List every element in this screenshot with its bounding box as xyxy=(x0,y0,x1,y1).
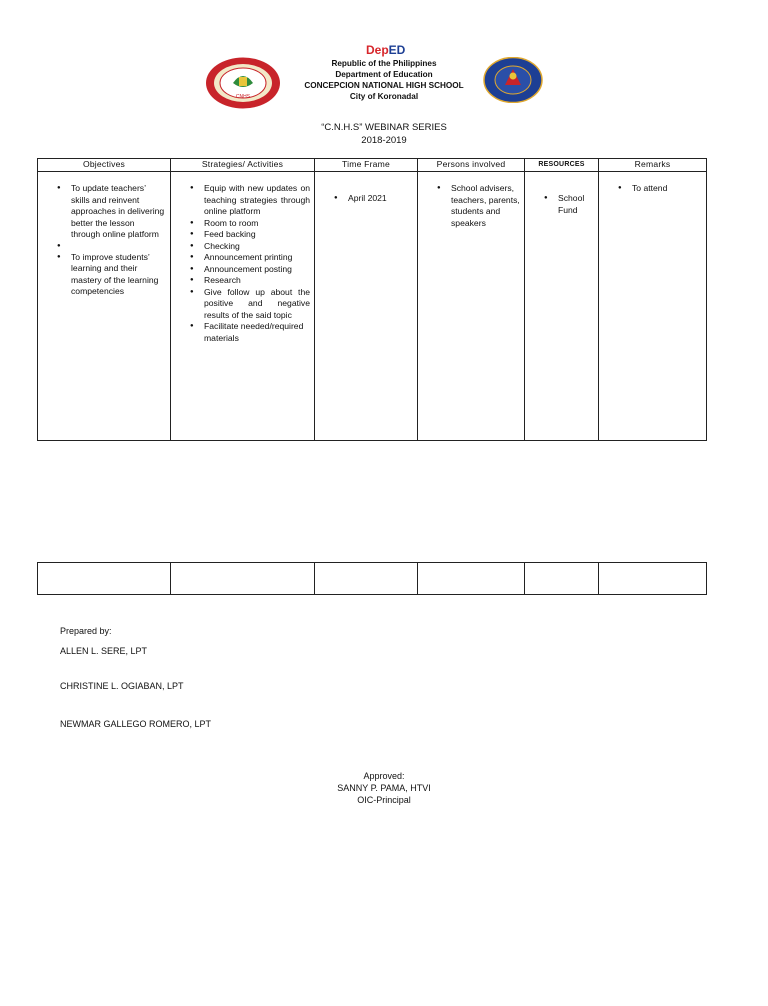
empty-cell xyxy=(418,563,525,595)
letterhead-line: Department of Education xyxy=(335,70,433,79)
approval-block xyxy=(250,770,518,806)
list-item: ● Facilitate needed/required materials xyxy=(171,321,314,344)
document-title xyxy=(250,121,518,147)
empty-cell xyxy=(525,563,599,595)
title-text: “C.N.H.S” WEBINAR SERIES xyxy=(321,122,447,133)
list-item: ● April 2021 xyxy=(315,193,417,205)
list-item: ● School advisers, teachers, parents, students and speakers xyxy=(418,183,524,229)
list-item: ● To improve students’ learning and their mastery of the learning competencies xyxy=(38,252,170,298)
list-item: ● Checking xyxy=(171,241,314,253)
letterhead-line: CONCEPCION NATIONAL HIGH SCHOOL xyxy=(304,81,464,90)
list-item: ● To update teachers’ skills and reinvent approaches in delivering better the lesson through online platform xyxy=(38,183,170,241)
svg-text:CNHS: CNHS xyxy=(235,94,251,100)
table-row xyxy=(38,172,707,441)
header-time-frame: Time Frame xyxy=(315,159,418,172)
list-item: ● Research xyxy=(171,275,314,287)
cell-remarks xyxy=(599,172,707,441)
preparer-name: CHRISTINE L. OGIABAN, LPT xyxy=(60,681,184,691)
preparer-name: ALLEN L. SERE, LPT xyxy=(60,646,148,656)
list-item: ● Announcement printing xyxy=(171,252,314,264)
cell-time-frame xyxy=(315,172,418,441)
prepared-label: Prepared by: xyxy=(60,626,112,636)
preparer-name: NEWMAR GALLEGO ROMERO, LPT xyxy=(60,719,212,729)
header-remarks: Remarks xyxy=(599,159,707,172)
cell-strategies xyxy=(171,172,315,441)
cell-resources xyxy=(525,172,599,441)
spacer xyxy=(38,241,170,252)
table-row xyxy=(38,563,707,595)
letterhead xyxy=(250,58,518,102)
empty-cell xyxy=(315,563,418,595)
list-item: ● School Fund xyxy=(525,193,598,216)
list-item: ● Announcement posting xyxy=(171,264,314,276)
empty-cell xyxy=(599,563,707,595)
list-item: ● Room to room xyxy=(171,218,314,230)
table-header-row xyxy=(38,159,707,172)
list-item: ● Give follow up about the positive and negative results of the said topic xyxy=(171,287,314,322)
cell-persons xyxy=(418,172,525,441)
title-year: 2018-2019 xyxy=(361,135,407,146)
header-persons: Persons involved xyxy=(418,159,525,172)
approved-label: Approved: xyxy=(363,771,405,781)
deped-logo: DepED xyxy=(366,43,406,57)
letterhead-line: Republic of the Philippines xyxy=(331,59,437,68)
list-item: ● To attend xyxy=(599,183,706,195)
action-plan-table xyxy=(37,158,707,441)
header-resources: RESOURCES xyxy=(525,159,599,172)
list-item: ● Equip with new updates on teaching strategies through online platform xyxy=(171,183,314,218)
empty-cell xyxy=(38,563,171,595)
cell-objectives xyxy=(38,172,171,441)
letterhead-line: City of Koronadal xyxy=(349,92,419,101)
empty-table xyxy=(37,562,707,595)
header-objectives: Objectives xyxy=(38,159,171,172)
approver-name: SANNY P. PAMA, HTVI xyxy=(337,783,431,793)
approver-title: OIC-Principal xyxy=(357,795,411,805)
header-strategies: Strategies/ Activities xyxy=(171,159,315,172)
empty-cell xyxy=(171,563,315,595)
list-item: ● Feed backing xyxy=(171,229,314,241)
